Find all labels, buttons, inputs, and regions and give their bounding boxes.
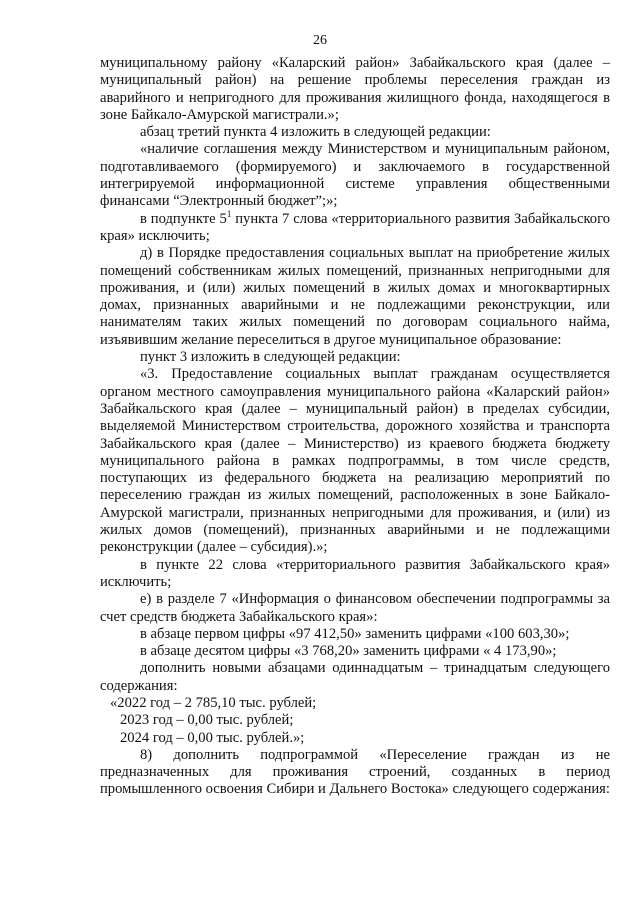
paragraph: в абзаце десятом цифры «3 768,20» заменить цифрами « 4 173,90»; bbox=[140, 643, 557, 660]
page-number: 26 bbox=[313, 33, 327, 48]
paragraph: 2023 год – 0,00 тыс. рублей; bbox=[120, 712, 294, 729]
paragraph: пункт 3 изложить в следующей редакции: bbox=[140, 349, 401, 366]
paragraph-text: пункта 7 слова «территориального развития Забайкальского края» исключить; bbox=[100, 210, 611, 244]
paragraph: «3. Предоставление социальных выплат гражданам осуществляется органом местного самоуправления муниципального района «Каларский район» Забайкальского края (далее – муниципальный район) в пределах субсидии, выделяемой Министерством строительства, дорожного хозяйства и транспорта Забайкальского края (далее – Министерство) из краевого бюджета бюджету муниципального района в рамках подпрограммы, в том числе средств, поступающих из федерального бюджета на реализацию мероприятий по переселению граждан из жилых помещений, расположенных в зоне Байкало-Амурской магистрали, признанных непригодными для проживания, и (или) из жилых домов (помещений), признанных аварийными и не подлежащими реконструкции (далее – субсидия).»; bbox=[100, 366, 610, 556]
paragraph: дополнить новыми абзацами одиннадцатым – тринадцатым следующего содержания: bbox=[100, 660, 610, 694]
paragraph: «наличие соглашения между Министерством и муниципальным районом, подготавливаемого (формируемого) и заключаемого в государственной интегрируемой информационной системе управления общественными финансами “Электронный бюджет”;»; bbox=[100, 141, 610, 210]
superscript: 1 bbox=[226, 208, 232, 219]
paragraph: 2024 год – 0,00 тыс. рублей.»; bbox=[120, 729, 305, 746]
document-body bbox=[100, 55, 610, 799]
paragraph: в абзаце первом цифры «97 412,50» заменить цифрами «100 603,30»; bbox=[140, 625, 570, 642]
paragraph: абзац третий пункта 4 изложить в следующей редакции: bbox=[140, 124, 491, 141]
paragraph-text: в подпункте 5 bbox=[140, 210, 227, 227]
paragraph: «2022 год – 2 785,10 тыс. рублей; bbox=[110, 694, 317, 711]
paragraph: в пункте 22 слова «территориального развития Забайкальского края» исключить; bbox=[100, 556, 610, 590]
paragraph bbox=[100, 208, 611, 246]
paragraph: 8) дополнить подпрограммой «Переселение граждан из не предназначенных для проживания строений, созданных в период промышленного освоения Сибири и Дальнего Востока» следующего содержания: bbox=[100, 746, 610, 798]
paragraph: д) в Порядке предоставления социальных выплат на приобретение жилых помещений собственникам жилых помещений, признанных непригодными для проживания, и (или) жилых помещений в жилых домах и многоквартирных домах, признанных аварийными и не подлежащими реконструкции, или нанимателям таких жилых помещений по договорам социального найма, изъявившим желание переселиться в другое муниципальное образование: bbox=[100, 245, 610, 348]
paragraph: е) в разделе 7 «Информация о финансовом обеспечении подпрограммы за счет средств бюджета Забайкальского края»: bbox=[100, 591, 610, 625]
paragraph: муниципальному району «Каларский район» Забайкальского края (далее – муниципальный район) на решение проблемы переселения граждан из аварийного и непригодного для проживания жилищного фонда, находящегося в зоне Байкало-Амурской магистрали.»; bbox=[100, 55, 610, 123]
